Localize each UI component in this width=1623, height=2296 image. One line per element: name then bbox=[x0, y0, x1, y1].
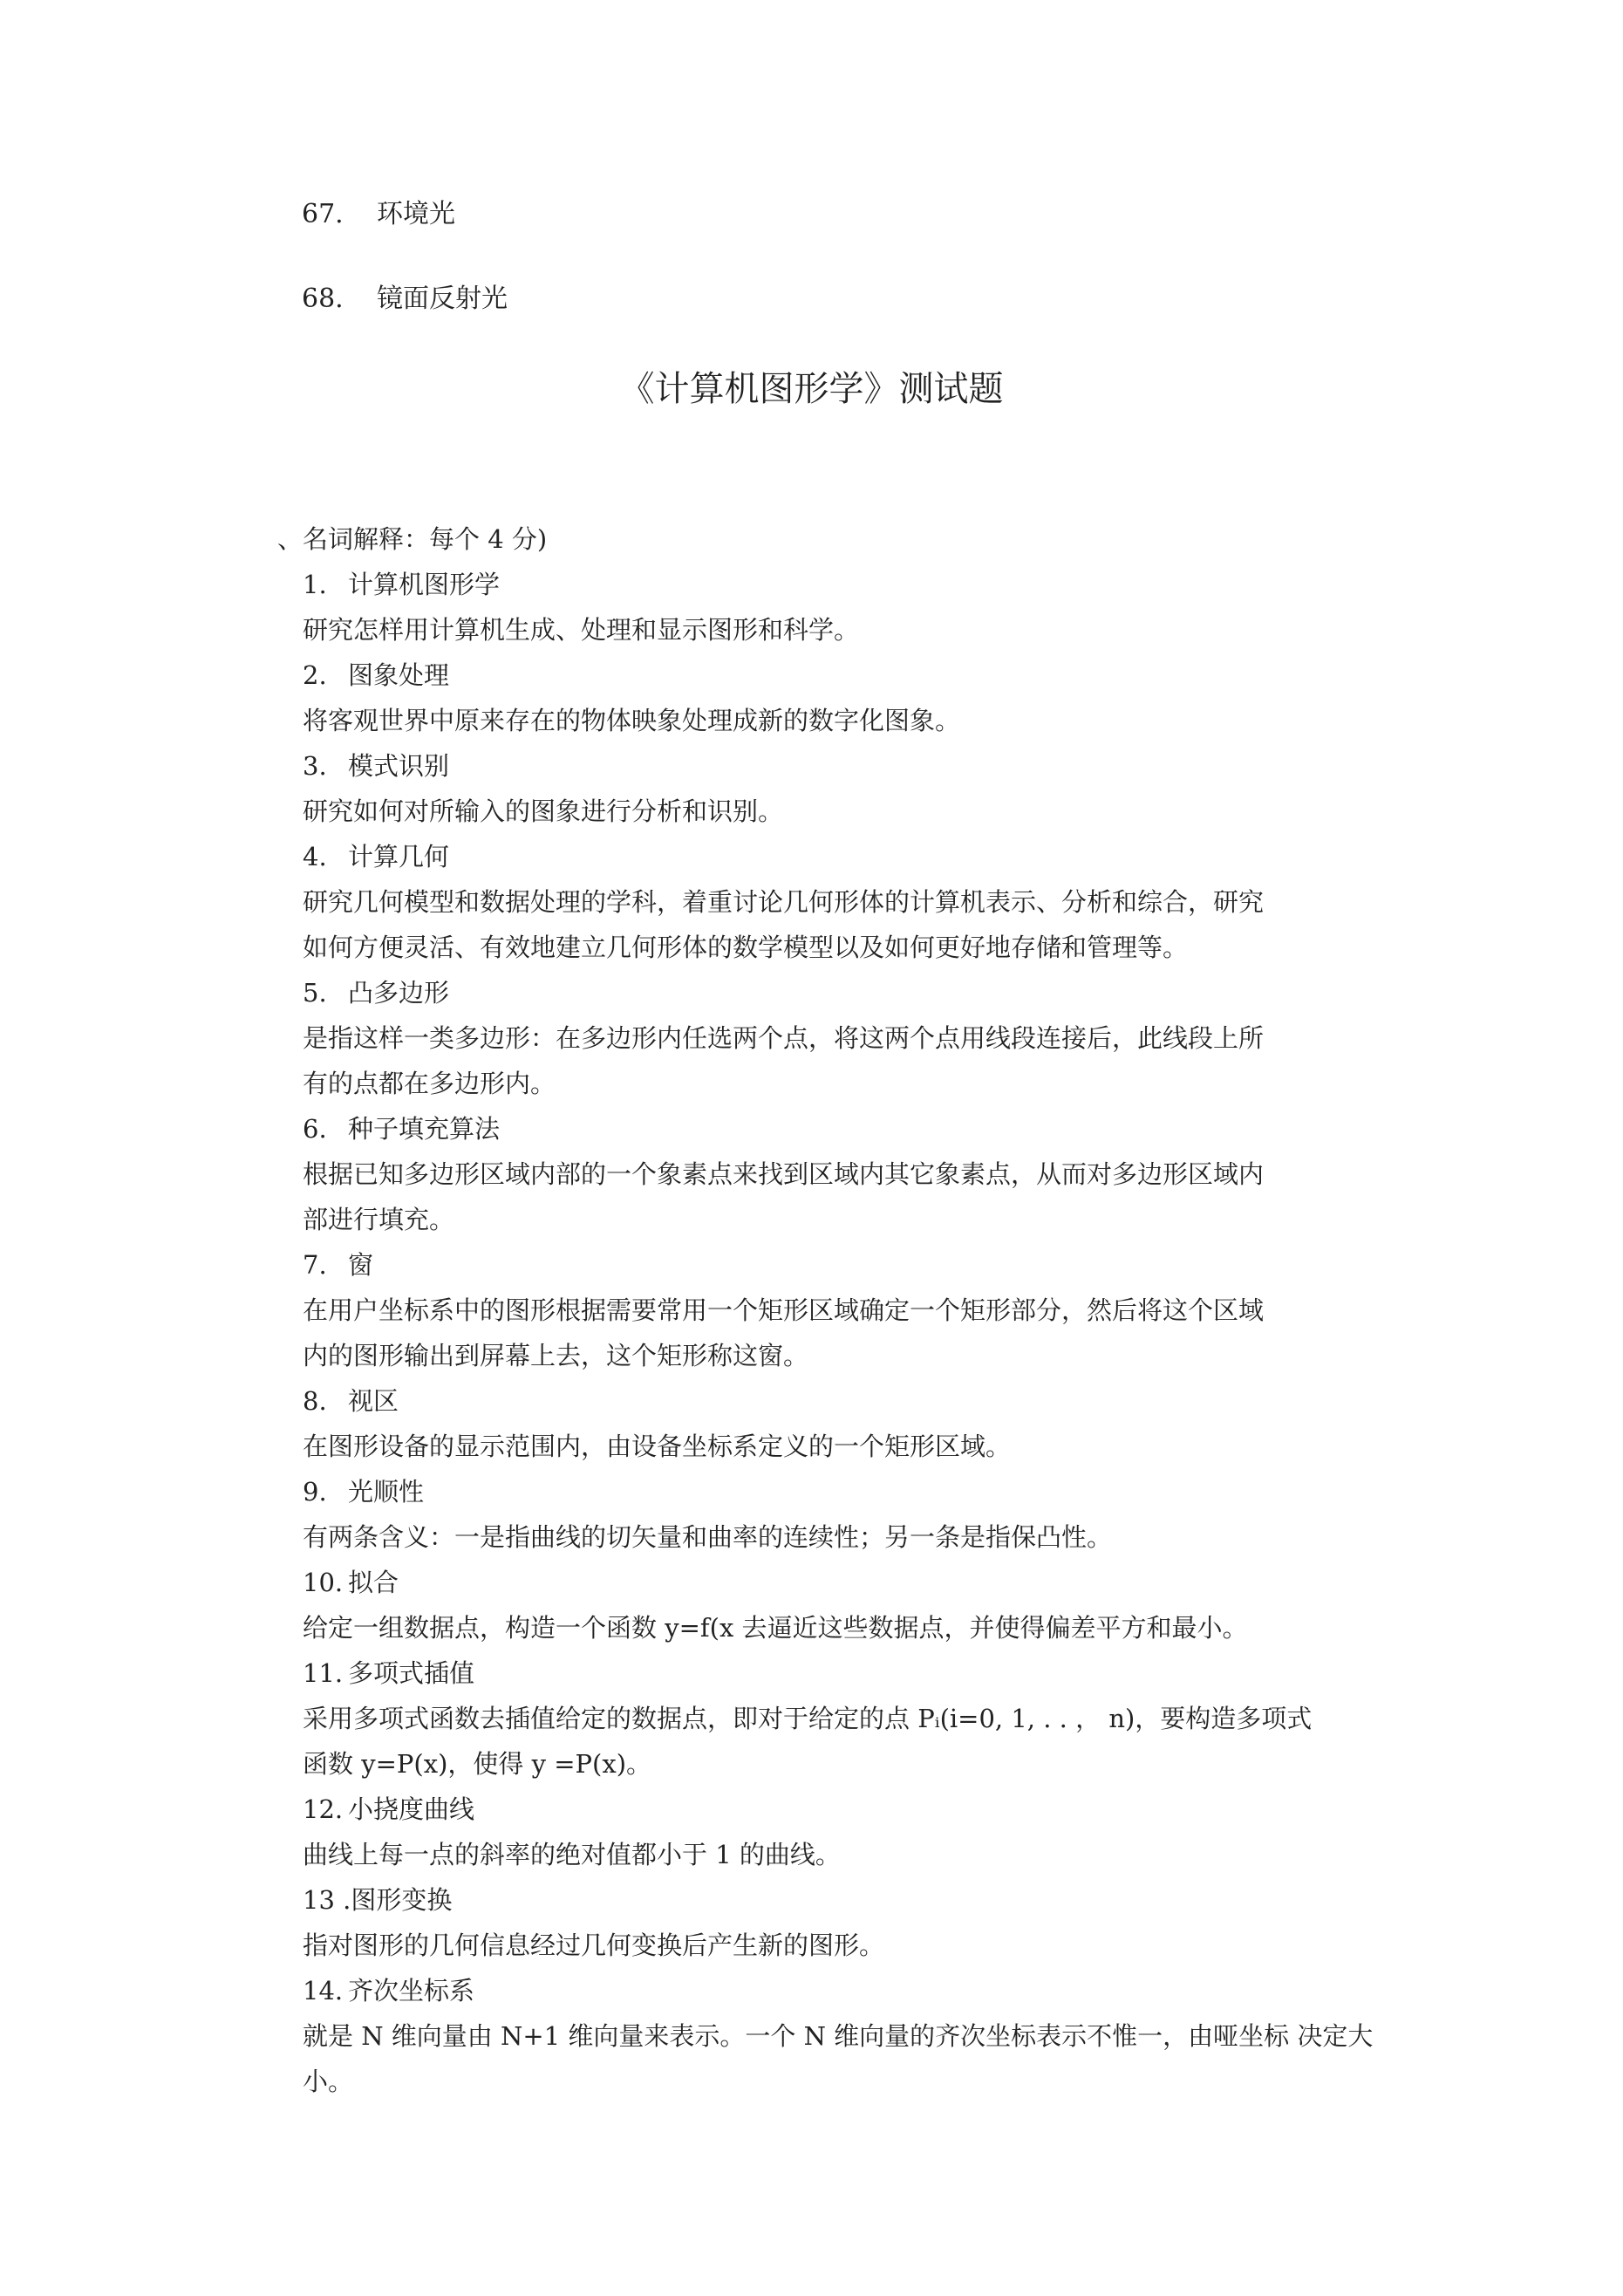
item-number: 68. bbox=[302, 284, 344, 314]
term-text: 小挠度曲线 bbox=[348, 1794, 475, 1824]
glossary-term bbox=[303, 1794, 1436, 1839]
definition-line: 部进行填充。 bbox=[303, 1205, 455, 1234]
definition-line: 指对图形的几何信息经过几何变换后产生新的图形。 bbox=[303, 1930, 885, 1960]
glossary-term bbox=[303, 1567, 1436, 1612]
term-number: 12. bbox=[303, 1794, 344, 1824]
item-number: 67. bbox=[302, 199, 344, 229]
term-text: 模式识别 bbox=[348, 751, 450, 781]
term-number: 7. bbox=[303, 1250, 327, 1280]
term-text: 视区 bbox=[348, 1386, 399, 1416]
definition-line: 函数 y=P(x)，使得 y =P(x)。 bbox=[303, 1749, 652, 1779]
definition-line: 研究如何对所输入的图象进行分析和识别。 bbox=[303, 796, 784, 826]
definition-line: 是指这样一类多边形：在多边形内任选两个点，将这两个点用线段连接后，此线段上所 bbox=[303, 1023, 1265, 1053]
term-number: 4. bbox=[303, 842, 327, 871]
section-heading: 、名词解释：每个 4 分) bbox=[277, 524, 548, 554]
term-text: 种子填充算法 bbox=[348, 1114, 501, 1144]
term-text: 计算机图形学 bbox=[348, 570, 501, 599]
definition-line: 根据已知多边形区域内部的一个象素点来找到区域内其它象素点，从而对多边形区域内 bbox=[303, 1159, 1265, 1189]
term-text: 凸多边形 bbox=[348, 978, 450, 1008]
definition-line: 内的图形输出到屏幕上去，这个矩形称这窗。 bbox=[303, 1341, 809, 1370]
glossary-term bbox=[303, 1249, 1436, 1295]
term-text: 图象处理 bbox=[348, 660, 450, 690]
glossary-term bbox=[303, 750, 1436, 796]
term-number: 5. bbox=[303, 978, 327, 1008]
glossary-term bbox=[303, 841, 1436, 886]
term-number: 13 . bbox=[303, 1885, 351, 1915]
definition-line: 有两条含义：一是指曲线的切矢量和曲率的连续性；另一条是指保凸性。 bbox=[303, 1522, 1113, 1552]
term-text: 计算几何 bbox=[348, 842, 450, 871]
term-text: 拟合 bbox=[348, 1568, 399, 1597]
definition-line: 有的点都在多边形内。 bbox=[303, 1069, 556, 1098]
definition-line: 在图形设备的显示范围内，由设备坐标系定义的一个矩形区域。 bbox=[303, 1432, 1012, 1461]
definition-line: 给定一组数据点，构造一个函数 y=f(x 去逼近这些数据点，并使得偏差平方和最小。 bbox=[303, 1613, 1248, 1643]
term-number: 8. bbox=[303, 1386, 327, 1416]
term-text: 光顺性 bbox=[348, 1477, 425, 1507]
definition-line: 小。 bbox=[303, 2067, 354, 2096]
page-title: 《计算机图形学》测试题 bbox=[619, 369, 1004, 409]
list-item bbox=[302, 284, 508, 315]
item-text: 镜面反射光 bbox=[377, 284, 508, 314]
glossary-list bbox=[303, 569, 1436, 2111]
item-text: 环境光 bbox=[377, 199, 455, 229]
glossary-term bbox=[303, 1385, 1436, 1431]
definition-line: 研究怎样用计算机生成、处理和显示图形和科学。 bbox=[303, 615, 860, 645]
term-text: 多项式插值 bbox=[348, 1658, 475, 1688]
definition-line: 在用户坐标系中的图形根据需要常用一个矩形区域确定一个矩形部分，然后将这个区域 bbox=[303, 1295, 1265, 1325]
glossary-term bbox=[303, 1657, 1436, 1703]
term-text: 齐次坐标系 bbox=[348, 1976, 475, 2006]
term-number: 2. bbox=[303, 660, 327, 690]
glossary-term bbox=[303, 977, 1436, 1022]
term-number: 6. bbox=[303, 1114, 327, 1144]
list-item bbox=[302, 199, 455, 230]
term-number: 10. bbox=[303, 1568, 344, 1597]
term-text: 窗 bbox=[348, 1250, 374, 1280]
definition-line: 研究几何模型和数据处理的学科，着重讨论几何形体的计算机表示、分析和综合，研究 bbox=[303, 887, 1265, 917]
term-number: 14. bbox=[303, 1976, 344, 2006]
definition-line: 采用多项式函数去插值给定的数据点，即对于给定的点 Pᵢ(i=0, 1, . . ， n)，要构造多项式 bbox=[303, 1704, 1313, 1733]
glossary-term bbox=[303, 1113, 1436, 1158]
term-text: 图形变换 bbox=[351, 1885, 453, 1915]
glossary-term bbox=[303, 569, 1436, 614]
definition-line: 将客观世界中原来存在的物体映象处理成新的数字化图象。 bbox=[303, 706, 961, 735]
glossary-term bbox=[303, 659, 1436, 705]
glossary-term bbox=[303, 1884, 1436, 1930]
term-number: 3. bbox=[303, 751, 327, 781]
term-number: 11. bbox=[303, 1658, 344, 1688]
term-number: 1. bbox=[303, 570, 327, 599]
definition-line: 就是 N 维向量由 N+1 维向量来表示。一个 N 维向量的齐次坐标表示不惟一，由哑坐标 决定大 bbox=[303, 2021, 1374, 2051]
definition-line: 如何方便灵活、有效地建立几何形体的数学模型以及如何更好地存储和管理等。 bbox=[303, 933, 1189, 962]
glossary-term bbox=[303, 1975, 1436, 2020]
glossary-term bbox=[303, 1476, 1436, 1521]
definition-line: 曲线上每一点的斜率的绝对值都小于 1 的曲线。 bbox=[303, 1840, 841, 1869]
term-number: 9. bbox=[303, 1477, 327, 1507]
